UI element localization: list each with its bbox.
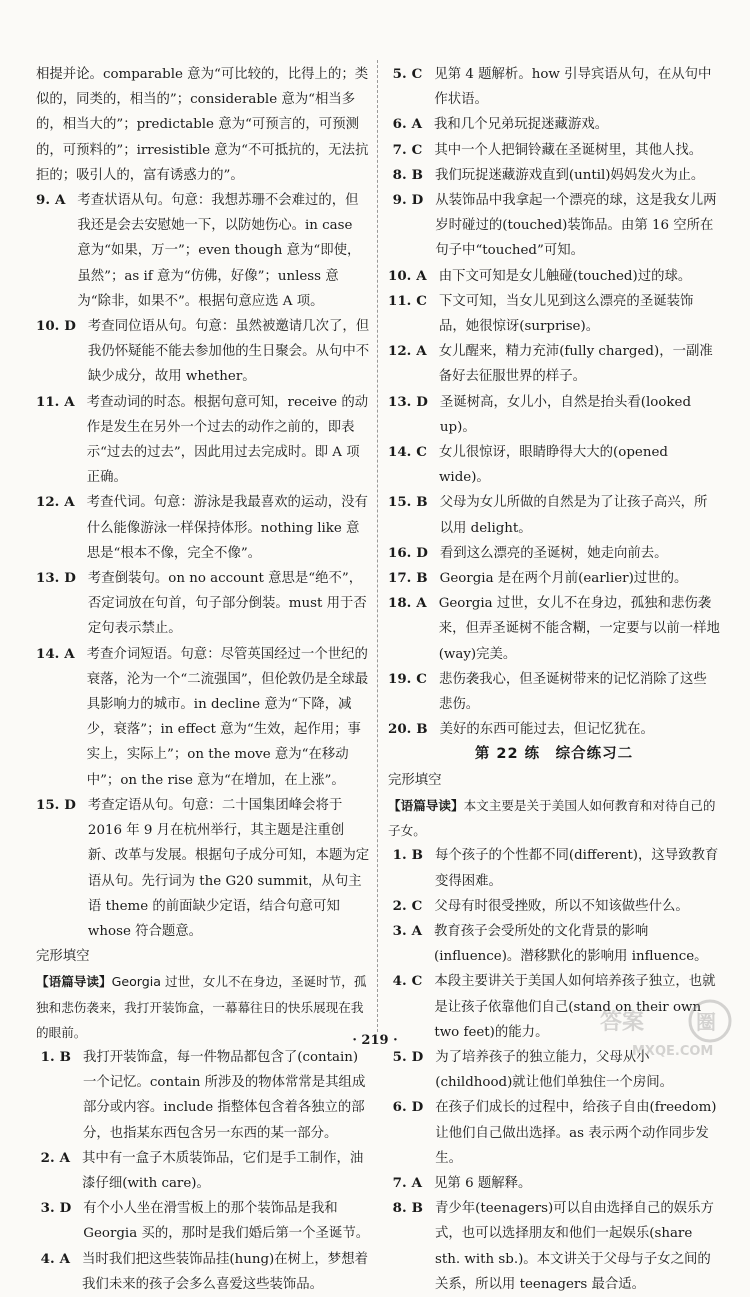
item-number: 1.: [388, 847, 407, 864]
item-explanation: 其中一个人把铜铃藏在圣诞树里，其他人找。: [434, 142, 703, 158]
item-answer: D: [416, 393, 428, 410]
item-answer: D: [59, 1200, 72, 1217]
answer-item: [388, 62, 720, 112]
item-number: 11.: [388, 292, 412, 309]
item-explanation: 为了培养孩子的独立能力，父母从小(childhood)就让他们单独住一个房间。: [435, 1049, 673, 1091]
answer-item: [388, 163, 720, 188]
item-number: 17.: [388, 570, 412, 587]
paragraph-continuation: 相提并论。comparable 意为“可比较的，比得上的；类似的，同类的，相当的”；considerable 意为“相当多的，相当大的”；predictable 意为“可预言的，可预测的，可预料的”；irresistible 意为“不可抵抗的，无法抗拒的；吸引人的，富有诱惑力的”。: [36, 67, 369, 183]
answer-item: [388, 390, 720, 440]
item-number: 12.: [36, 494, 60, 511]
item-explanation: 其中有一盒子木质装饰品，它们是手工制作，油漆仔细(with care)。: [82, 1150, 364, 1191]
item-explanation: 考查动词的时态。根据句意可知，receive 的动作是发生在另外一个过去的动作之前的，即表示“过去的过去”，因此用过去完成时。即 A 项正确。: [86, 394, 369, 486]
item-explanation: 看到这么漂亮的圣诞树，她走向前去。: [439, 545, 668, 561]
item-explanation: 考查同位语从句。句意：虽然被邀请几次了，但我仍怀疑能不能去参加他的生日聚会。从句中不缺少成分，故用 whether。: [87, 319, 370, 385]
reading-guide: [388, 793, 720, 843]
item-explanation: 我打开装饰盒，每一件物品都包含了(contain)一个记忆。contain 所涉及的物体常常是其组成部分或内容。include 指整体包含着各独立的部分，也指某东西包含另一东西的某一部分。: [82, 1049, 366, 1141]
item-answer: C: [411, 141, 423, 158]
answer-item: [388, 894, 720, 919]
answer-item: [388, 138, 720, 163]
answer-item: [388, 289, 720, 339]
answer-item: [388, 188, 720, 264]
reading-guide-label: 【语篇导读】: [36, 974, 112, 990]
item-answer: C: [416, 292, 427, 309]
item-number: 13.: [36, 570, 60, 587]
item-answer: C: [411, 897, 423, 914]
item-explanation: 我和几个兄弟玩捉迷藏游戏。: [434, 117, 609, 133]
item-answer: B: [411, 166, 423, 183]
answer-item: [388, 541, 720, 566]
answer-item: [36, 793, 370, 944]
item-answer: A: [59, 1250, 71, 1267]
reading-guide-text: 本文主要是关于美国人如何教育和对待自己的子女。: [388, 797, 716, 839]
item-answer: D: [416, 544, 428, 561]
item-number: 5.: [388, 1048, 407, 1065]
item-explanation: 见第 4 题解析。how 引导宾语从句，在从句中作状语。: [434, 67, 712, 108]
item-number: 15.: [36, 796, 60, 813]
item-number: 7.: [388, 141, 407, 158]
item-answer: A: [411, 1174, 423, 1191]
item-explanation: 每个孩子的个性都不同(different)，这导致教育变得困难。: [434, 848, 719, 889]
svg-text:MXQE.COM: MXQE.COM: [632, 1044, 714, 1059]
item-answer: D: [64, 570, 76, 587]
watermark-logo: [592, 991, 742, 1061]
item-answer: A: [64, 393, 75, 410]
item-explanation: 青少年(teenagers)可以自由选择自己的娱乐方式，也可以选择朋友和他们一起娱乐(share sth. with sb.)。本文讲关于父母与子女之间的关系，所以用 teenagers 最合适。: [434, 1201, 714, 1292]
item-number: 4.: [36, 1250, 55, 1267]
item-number: 9.: [36, 192, 50, 209]
answer-item: [36, 1196, 370, 1246]
item-explanation: 女儿很惊讶，眼睛睁得大大的(opened wide)。: [438, 445, 668, 486]
item-number: 8.: [388, 166, 407, 183]
item-explanation: Georgia 过世，女儿不在身边，孤独和悲伤袭来，但弄圣诞树不能含糊，一定要与以前一样地(way)完美。: [438, 596, 720, 662]
item-answer: A: [416, 343, 427, 360]
answer-item: [36, 1045, 370, 1146]
item-answer: B: [59, 1048, 71, 1065]
answer-item: [36, 490, 370, 566]
answer-item: [388, 591, 720, 667]
item-answer: B: [416, 570, 428, 587]
item-number: 18.: [388, 595, 412, 612]
item-answer: A: [64, 645, 75, 662]
svg-text:答案: 答案: [600, 1010, 645, 1035]
item-answer: A: [54, 192, 66, 209]
answer-item: [388, 1095, 720, 1171]
item-number: 2.: [388, 897, 407, 914]
right-column: [388, 62, 720, 1297]
answer-item: [388, 440, 720, 490]
item-answer: D: [411, 1048, 424, 1065]
item-answer: A: [64, 494, 75, 511]
item-answer: C: [411, 66, 423, 82]
item-answer: B: [416, 721, 428, 738]
item-answer: B: [416, 494, 428, 511]
answer-item: [36, 1146, 370, 1196]
item-answer: D: [64, 796, 76, 813]
item-explanation: 教育孩子会受所处的文化背景的影响(influence)。潜移默化的影响用 influence。: [434, 923, 708, 965]
answer-item: [36, 390, 370, 491]
answer-item: [388, 717, 720, 742]
section-subtitle: 完形填空: [36, 949, 90, 965]
answer-item: [388, 339, 720, 389]
reading-guide-label: 【语篇导读】: [388, 797, 464, 813]
item-answer: C: [416, 670, 427, 687]
item-number: 10.: [388, 267, 412, 284]
item-number: 10.: [36, 318, 60, 335]
item-number: 11.: [36, 393, 60, 410]
item-answer: A: [411, 922, 423, 939]
item-answer: A: [416, 595, 427, 612]
item-explanation: 美好的东西可能过去，但记忆犹在。: [439, 722, 654, 738]
item-explanation: 有个小人坐在滑雪板上的那个装饰品是我和 Georgia 买的，那时是我们婚后第一个圣诞节。: [83, 1201, 370, 1242]
item-explanation: 本段主要讲关于美国人如何培养孩子独立，也就是让孩子依靠他们自己(stand on their own two feet)的能力。: [434, 974, 716, 1040]
item-explanation: 下文可知，当女儿见到这么漂亮的圣诞装饰品，她很惊讶(surprise)。: [438, 293, 694, 335]
section-subtitle: 完形填空: [388, 772, 442, 788]
item-number: 12.: [388, 343, 412, 360]
item-number: 7.: [388, 1174, 407, 1191]
item-number: 16.: [388, 544, 412, 561]
item-answer: D: [411, 192, 424, 209]
item-explanation: 考查状语从句。句意：我想苏珊不会难过的，但我还是会去安慰她一下，以防她伤心。in case 意为“如果，万一”；even though 意为“即使，虽然”；as if 意为“仿佛，好像”；unless 意为“除非，如果不”。根据句意应选 A 项。: [77, 193, 361, 309]
item-explanation: 在孩子们成长的过程中，给孩子自由(freedom)让他们自己做出选择。as 表示两个动作同步发生。: [435, 1100, 717, 1166]
answer-item: [388, 919, 720, 969]
item-answer: A: [411, 116, 423, 133]
item-number: 14.: [36, 645, 60, 662]
item-number: 19.: [388, 670, 412, 687]
item-number: 5.: [388, 66, 407, 82]
answer-item: [388, 490, 720, 540]
item-number: 3.: [36, 1200, 55, 1217]
item-number: 6.: [388, 116, 407, 133]
item-answer: D: [411, 1099, 424, 1116]
item-answer: C: [416, 444, 427, 461]
item-number: 20.: [388, 721, 412, 738]
reading-guide-text: Georgia 过世，女儿不在身边，圣诞时节，孤独和悲伤袭来，我打开装饰盒，一幕幕往日的快乐展现在我的眼前。: [36, 974, 367, 1040]
column-divider: [377, 60, 378, 1032]
page-number: · 219 ·: [352, 1033, 398, 1048]
item-explanation: 我们玩捉迷藏游戏直到(until)妈妈发火为止。: [434, 167, 705, 183]
item-number: 14.: [388, 444, 412, 461]
item-number: 2.: [36, 1149, 55, 1166]
item-explanation: 圣诞树高，女儿小，自然是抬头看(looked up)。: [439, 394, 692, 435]
item-explanation: 当时我们把这些装饰品挂(hung)在树上，梦想着我们未来的孩子会多么喜爱这些装饰品。: [82, 1251, 368, 1292]
item-explanation: 见第 6 题解释。: [434, 1175, 532, 1191]
item-explanation: 从装饰品中我拿起一个漂亮的球，这是我女儿两岁时碰过的(touched)装饰品。由第 16 空所在句子中“touched”可知。: [435, 193, 717, 259]
item-number: 4.: [388, 973, 407, 990]
item-explanation: Georgia 是在两个月前(earlier)过世的。: [439, 571, 688, 587]
answer-item: [36, 314, 370, 390]
answer-item: [36, 566, 370, 642]
answer-item: [388, 667, 720, 717]
answer-item: [388, 843, 720, 893]
item-explanation: 悲伤袭我心，但圣诞树带来的记忆消除了这些悲伤。: [438, 671, 707, 713]
item-explanation: 考查倒装句。on no account 意思是“绝不”，否定词放在句首，句子部分倒装。must 用于否定句表示禁止。: [87, 571, 367, 637]
answer-item: [388, 112, 720, 137]
item-explanation: 考查介词短语。句意：尽管英国经过一个世纪的衰落，沦为一个“二流强国”，但伦敦仍是全球最具影响力的城市。in decline 意为“下降，减少，衰落”；in effect 意为“生效，起作用；事实上，实际上”；on the move 意为“在移动中”；on the rise 意为“在增加，在上涨”。: [86, 646, 369, 788]
answer-item: [388, 264, 720, 289]
item-answer: B: [411, 847, 423, 864]
item-explanation: 考查代词。句意：游泳是我最喜欢的运动，没有什么能像游泳一样保持体形。nothing like 意思是“根本不像，完全不像”。: [86, 495, 368, 561]
item-explanation: 由下文可知是女儿触碰(touched)过的球。: [438, 268, 692, 284]
item-explanation: 父母为女儿所做的自然是为了让孩子高兴，所以用 delight。: [439, 495, 708, 536]
svg-text:圈: 圈: [696, 1010, 716, 1034]
answer-item: [36, 642, 370, 793]
answer-item: [36, 188, 370, 314]
answer-item: [36, 1247, 370, 1297]
left-column: [36, 62, 370, 1297]
item-number: 15.: [388, 494, 412, 511]
item-number: 3.: [388, 922, 407, 939]
item-number: 8.: [388, 1200, 407, 1217]
item-answer: D: [64, 318, 76, 335]
item-number: 6.: [388, 1099, 407, 1116]
item-explanation: 女儿醒来，精力充沛(fully charged)，一副准备好去征服世界的样子。: [438, 344, 713, 385]
item-explanation: 父母有时很受挫败，所以不知该做些什么。: [434, 898, 689, 914]
answer-item: [388, 1171, 720, 1196]
item-number: 13.: [388, 393, 412, 410]
section-title: 第 22 练 综合练习二: [474, 746, 634, 763]
item-answer: C: [411, 973, 423, 990]
item-answer: A: [59, 1149, 71, 1166]
item-explanation: 考查定语从句。句意：二十国集团峰会将于 2016 年 9 月在杭州举行，其主题是注重创新、改革与发展。根据句子成分可知，本题为定语从句。先行词为 the G20 summit，从句主语 theme 的前面缺少定语，结合句意可知 whose 符合题意。: [87, 797, 370, 939]
answer-item: [388, 1196, 720, 1297]
answer-item: [388, 566, 720, 591]
item-number: 9.: [388, 192, 407, 209]
item-number: 1.: [36, 1048, 55, 1065]
item-answer: A: [416, 267, 427, 284]
item-answer: B: [411, 1200, 423, 1217]
